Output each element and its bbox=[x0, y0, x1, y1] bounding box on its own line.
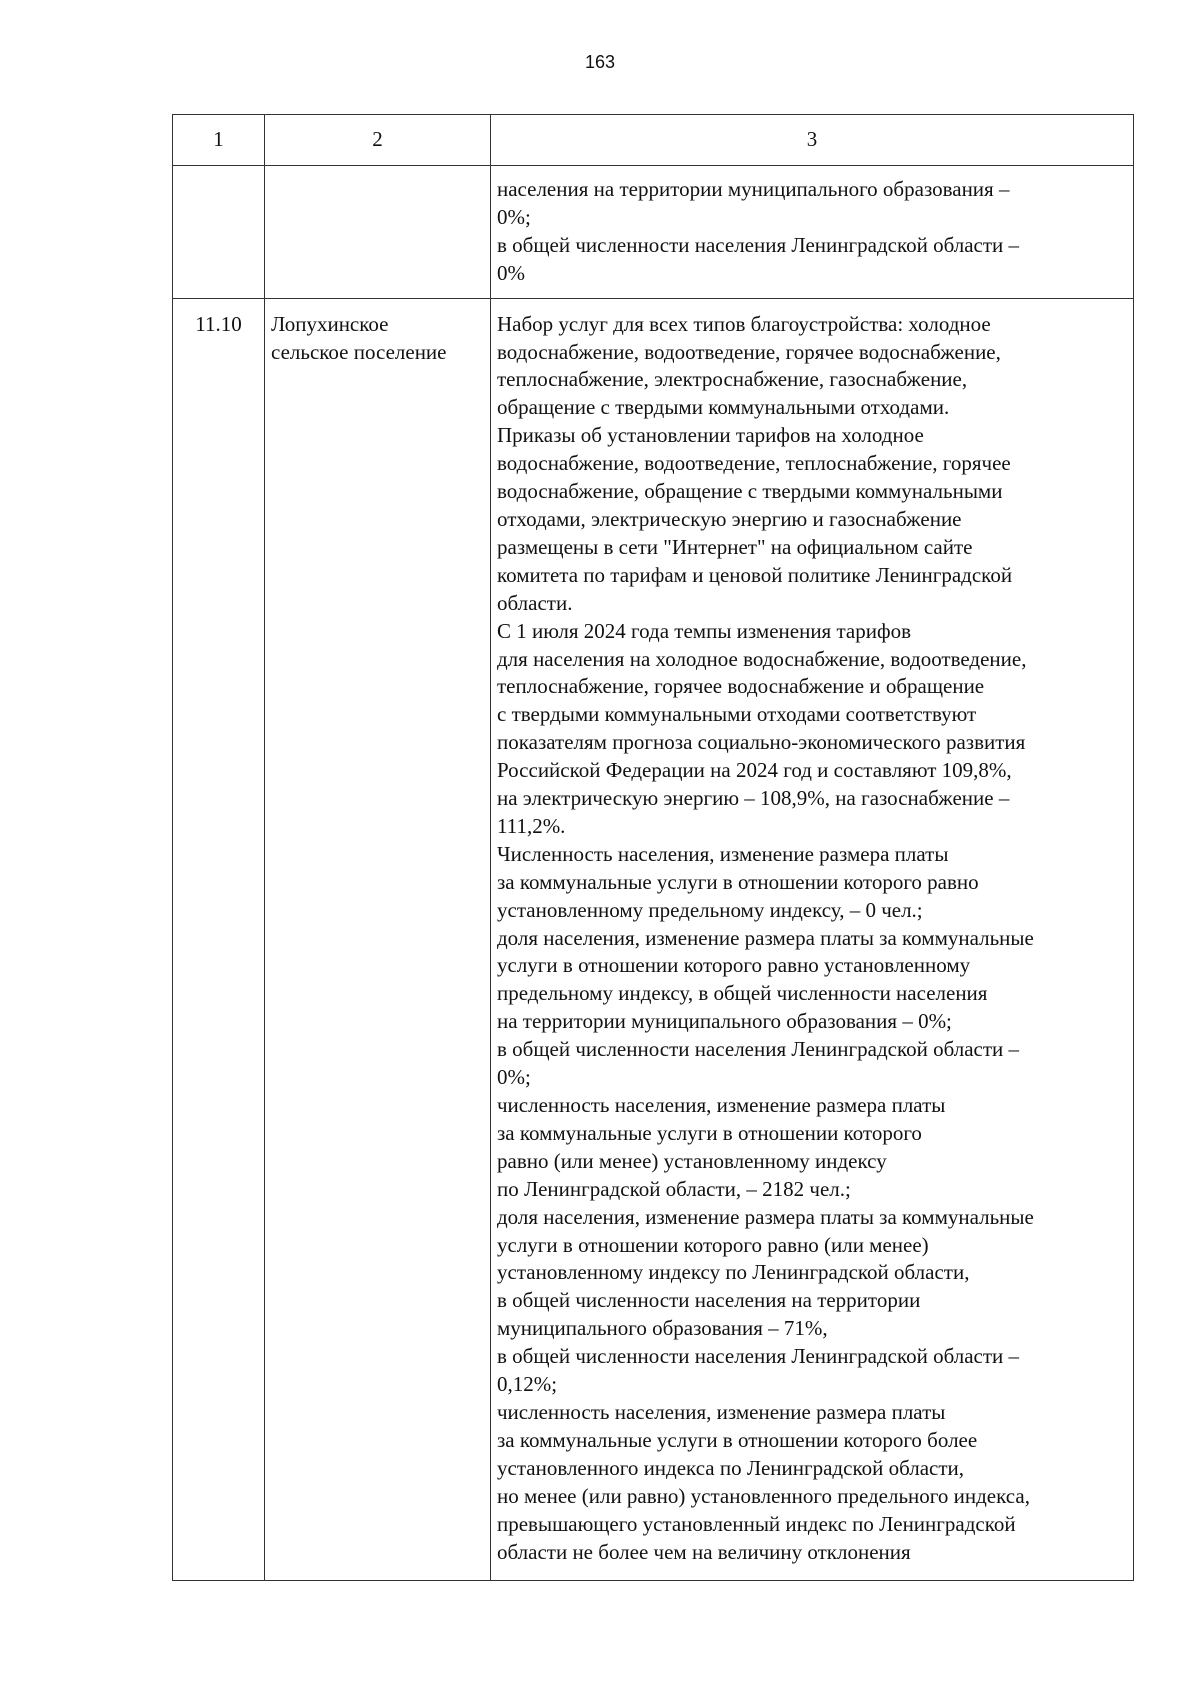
text-line: но менее (или равно) установленного предельного индекса, bbox=[497, 1483, 1030, 1508]
text-line: С 1 июля 2024 года темпы изменения тарифов bbox=[497, 618, 911, 643]
table-header-row bbox=[173, 115, 1134, 166]
table-row-11-10 bbox=[173, 298, 1134, 1581]
row-number-cell bbox=[173, 166, 265, 299]
row-number bbox=[173, 166, 264, 186]
row-description-cell bbox=[491, 166, 1134, 299]
text-line: равно (или менее) установленному индексу bbox=[497, 1148, 887, 1173]
text-line: водоснабжение, водоотведение, теплоснабжение, горячее bbox=[497, 451, 1011, 476]
table-row-continuation bbox=[173, 166, 1134, 299]
text-line: 0%; bbox=[497, 1065, 531, 1090]
text-line: доля населения, изменение размера платы за коммунальные bbox=[497, 1204, 1034, 1229]
text-line: за коммунальные услуги в отношении которого более bbox=[497, 1427, 978, 1452]
text-line: теплоснабжение, электроснабжение, газоснабжение, bbox=[497, 367, 968, 392]
text-line: на территории муниципального образования – 0%; bbox=[497, 1009, 952, 1034]
text-line: водоснабжение, обращение с твердыми коммунальными bbox=[497, 479, 1003, 504]
text-line: 0%; bbox=[497, 204, 531, 229]
text-line: услуги в отношении которого равно установленному bbox=[497, 953, 971, 978]
text-line: услуги в отношении которого равно (или менее) bbox=[497, 1232, 929, 1257]
row-description bbox=[491, 166, 1133, 298]
text-line: в общей численности населения Ленинградской области – bbox=[497, 1344, 1020, 1369]
text-line: Российской Федерации на 2024 год и составляют 109,8%, bbox=[497, 758, 1012, 783]
row-name bbox=[265, 166, 490, 186]
text-line: на электрическую энергию – 108,9%, на газоснабжение – bbox=[497, 786, 1010, 811]
header-cell-3: 3 bbox=[491, 115, 1134, 166]
text-line: в общей численности населения на территории bbox=[497, 1288, 921, 1313]
header-cell-2: 2 bbox=[265, 115, 491, 166]
text-line: численность населения, изменение размера платы bbox=[497, 1093, 946, 1117]
text-line: отходами, электрическую энергию и газоснабжение bbox=[497, 506, 962, 531]
text-line: в общей численности населения Ленинградской области – bbox=[497, 1037, 1020, 1062]
text-line: показателям прогноза социально-экономического развития bbox=[497, 730, 1026, 755]
row-name-cell bbox=[265, 298, 491, 1581]
text-line: теплоснабжение, горячее водоснабжение и обращение bbox=[497, 674, 985, 699]
name-line: сельское поселение bbox=[271, 339, 447, 364]
row-number-cell bbox=[173, 298, 265, 1581]
text-line: установленного индекса по Ленинградской области, bbox=[497, 1455, 965, 1480]
text-line: доля населения, изменение размера платы за коммунальные bbox=[497, 925, 1034, 950]
text-line: водоснабжение, водоотведение, горячее водоснабжение, bbox=[497, 339, 1001, 364]
text-line: превышающего установленный индекс по Ленинградской bbox=[497, 1511, 1016, 1536]
text-line: по Ленинградской области, – 2182 чел.; bbox=[497, 1176, 851, 1201]
text-line: с твердыми коммунальными отходами соответствуют bbox=[497, 702, 977, 727]
text-line: предельному индексу, в общей численности населения bbox=[497, 981, 988, 1006]
text-line: муниципального образования – 71%, bbox=[497, 1316, 828, 1341]
text-line: установленному индексу по Ленинградской области, bbox=[497, 1260, 970, 1285]
header-cell-1: 1 bbox=[173, 115, 265, 166]
text-line: комитета по тарифам и ценовой политике Ленинградской bbox=[497, 562, 1013, 587]
text-line: за коммунальные услуги в отношении которого bbox=[497, 1120, 922, 1145]
text-line: 0,12%; bbox=[497, 1372, 558, 1397]
text-line: Приказы об установлении тарифов на холодное bbox=[497, 423, 924, 448]
text-line: за коммунальные услуги в отношении которого равно bbox=[497, 869, 979, 894]
text-line: размещены в сети "Интернет" на официальном сайте bbox=[497, 534, 973, 559]
row-description bbox=[491, 299, 1133, 1581]
settlement-name bbox=[265, 299, 490, 381]
row-description-cell bbox=[491, 298, 1134, 1581]
text-line: 111,2%. bbox=[497, 813, 566, 838]
text-line: 0% bbox=[497, 260, 525, 285]
text-line: установленному предельному индексу, – 0 чел.; bbox=[497, 897, 923, 922]
text-line: населения на территории муниципального образования – bbox=[497, 177, 1010, 201]
text-line: области не более чем на величину отклонения bbox=[497, 1539, 911, 1564]
text-line: области. bbox=[497, 590, 573, 615]
text-line: для населения на холодное водоснабжение, водоотведение, bbox=[497, 646, 1027, 671]
text-line: численность населения, изменение размера платы bbox=[497, 1399, 946, 1424]
text-line: Набор услуг для всех типов благоустройства: холодное bbox=[497, 311, 991, 336]
row-name-cell bbox=[265, 166, 491, 299]
page-number: 163 bbox=[584, 52, 616, 72]
text-line: обращение с твердыми коммунальными отходами. bbox=[497, 395, 950, 420]
text-line: Численность населения, изменение размера платы bbox=[497, 841, 949, 866]
text-line: в общей численности населения Ленинградской области – bbox=[497, 232, 1020, 257]
name-line: Лопухинское bbox=[271, 311, 389, 336]
row-number: 11.10 bbox=[195, 311, 242, 336]
tariff-table bbox=[172, 114, 1134, 1581]
